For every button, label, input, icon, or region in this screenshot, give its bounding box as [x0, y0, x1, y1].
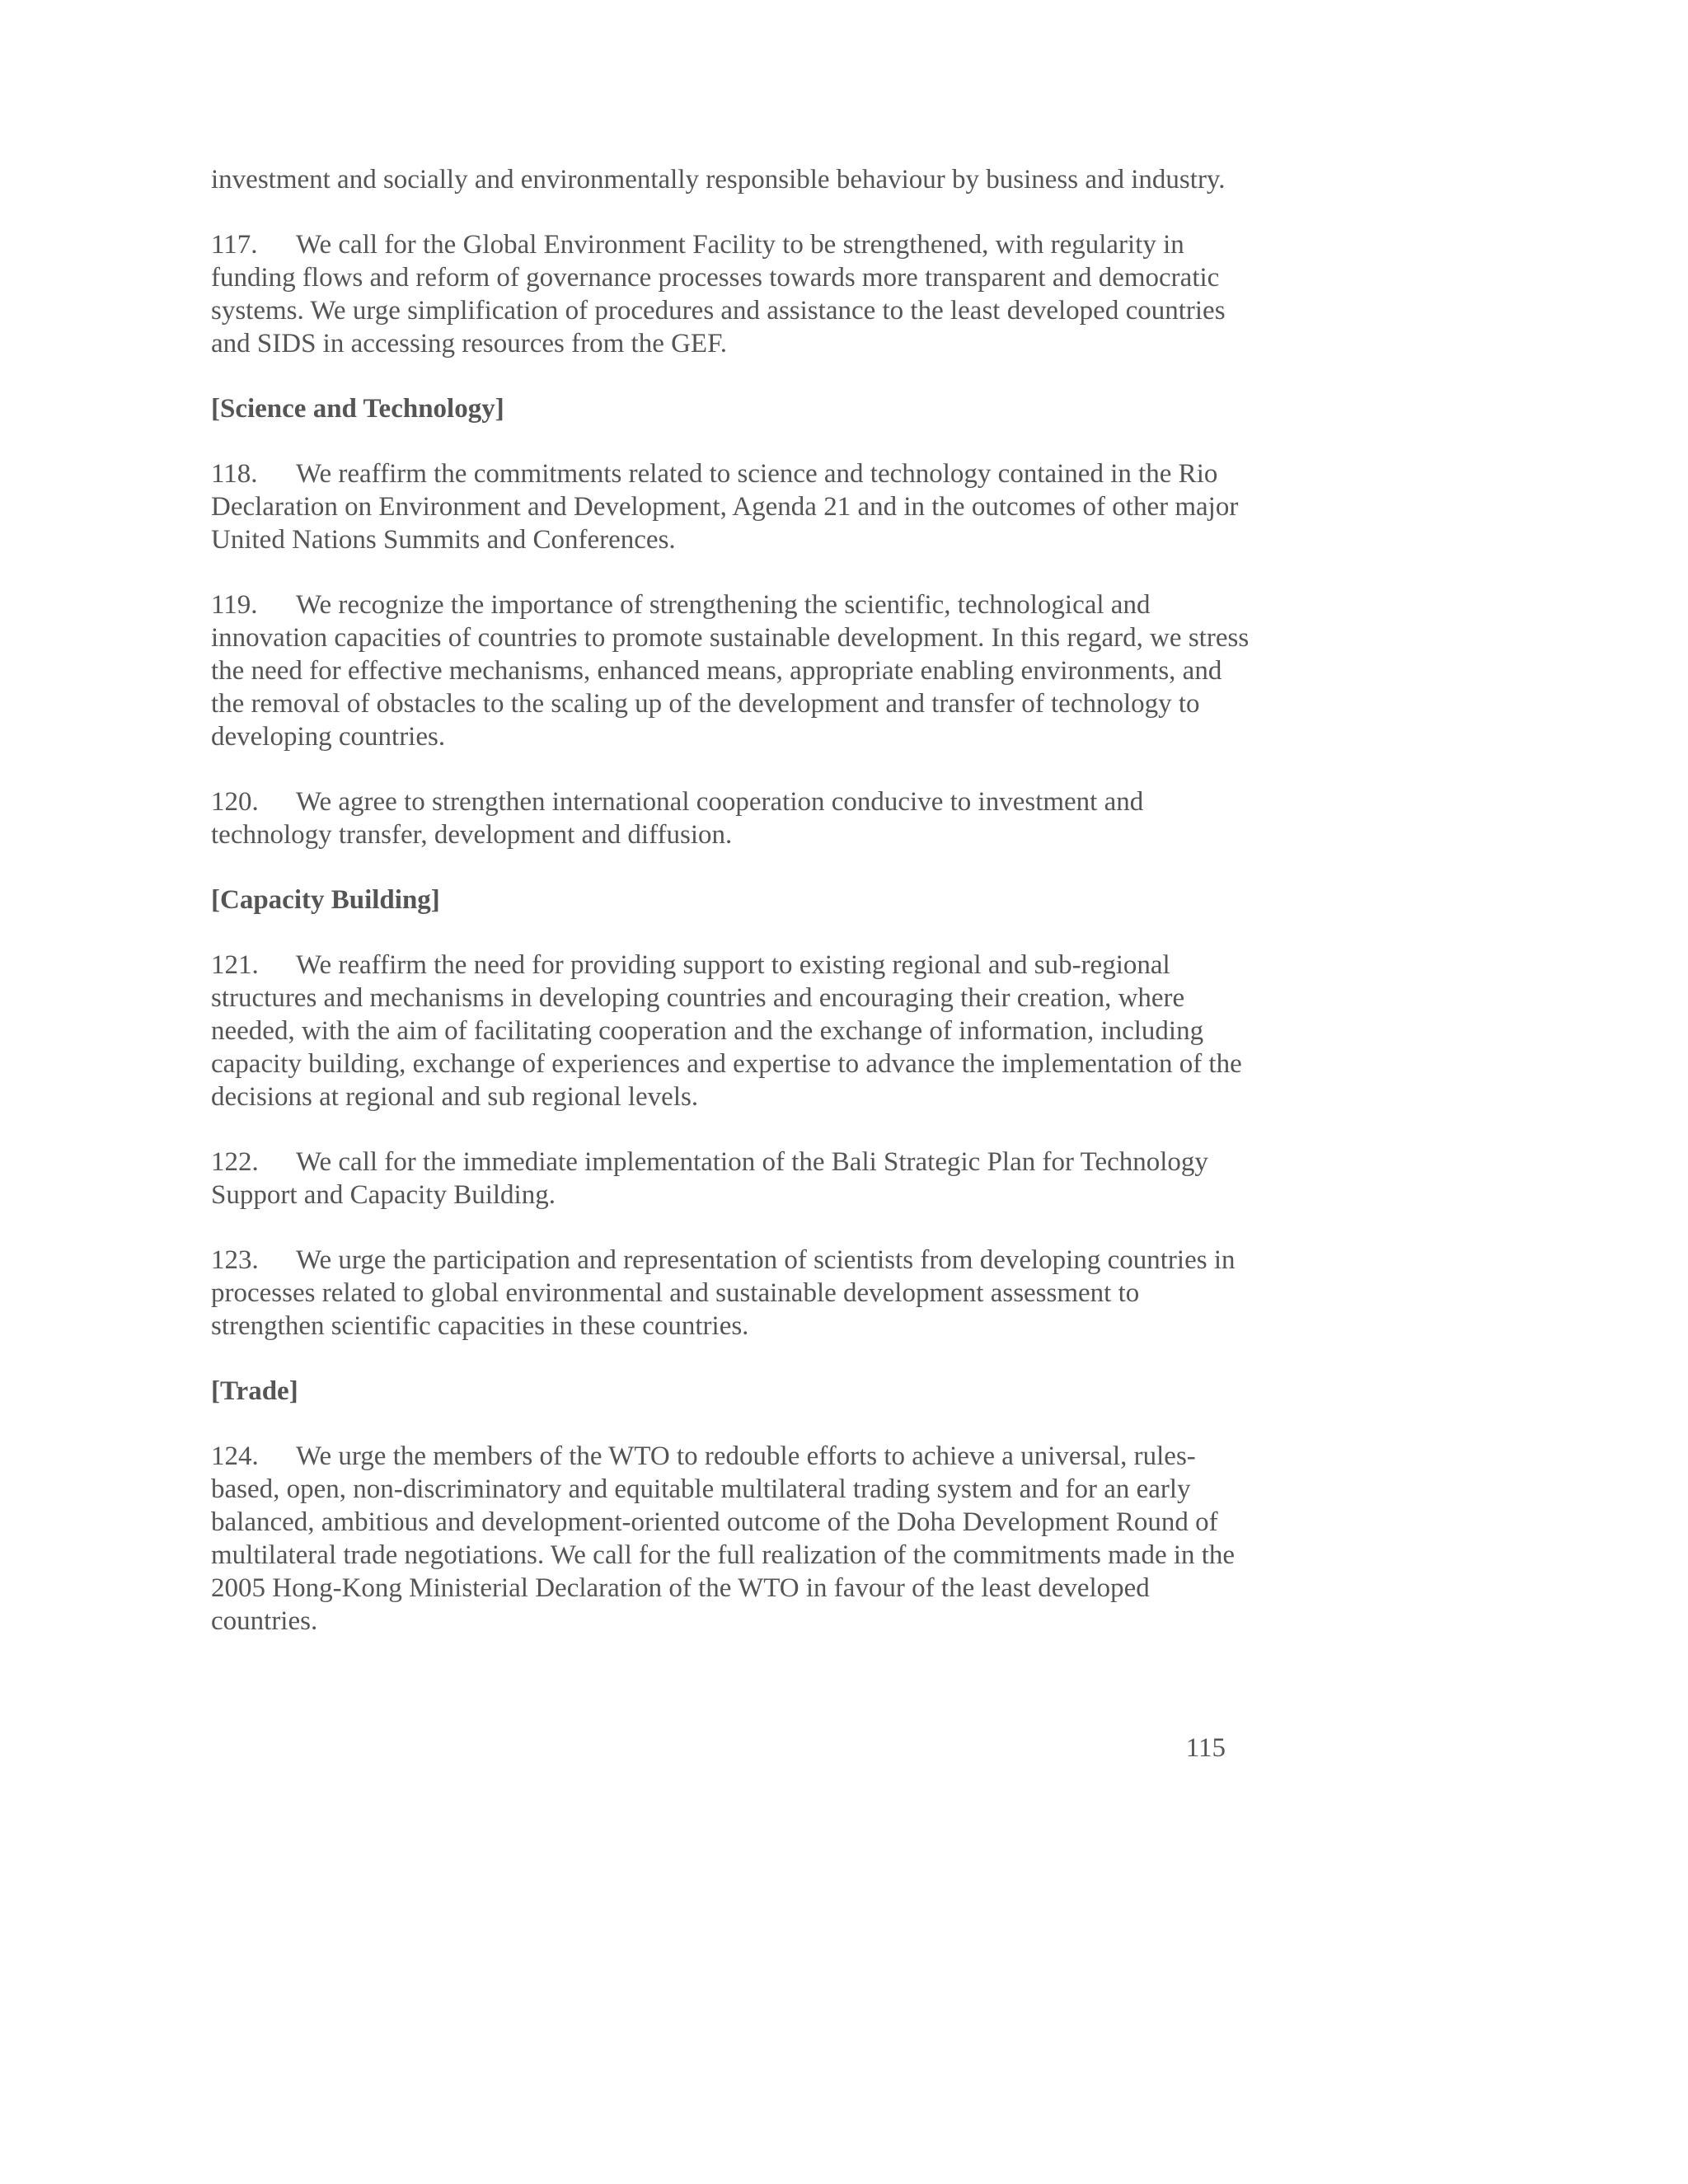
paragraph-122	[211, 1146, 1250, 1212]
paragraph-number: 122.	[211, 1147, 259, 1177]
paragraph-text: We reaffirm the commitments related to science and technology contained in the Rio Declaration on Environment and Development, Agenda 21 and in the outcomes of other major United Nations Summits and Conferences.	[211, 459, 1239, 555]
section-heading-science-technology: [Science and Technology]	[211, 394, 504, 424]
paragraph-number: 118.	[211, 459, 258, 489]
paragraph-120	[211, 785, 1250, 851]
paragraph-number: 124.	[211, 1441, 259, 1471]
continuation-paragraph: investment and socially and environmentally responsible behaviour by business and industry.	[211, 165, 1226, 194]
paragraph-117	[211, 228, 1250, 360]
paragraph-123	[211, 1244, 1250, 1343]
paragraph-number: 117.	[211, 230, 258, 260]
paragraph-number: 119.	[211, 590, 258, 620]
paragraph-text: We urge the members of the WTO to redouble efforts to achieve a universal, rules-based, open, non-discriminatory and equitable multilateral trading system and for an early balanced, ambitious and development-oriented outcome of the Doha Development Round of multilateral trade negotiations. We call for the full realization of the commitments made in the 2005 Hong-Kong Ministerial Declaration of the WTO in favour of the least developed countries.	[211, 1441, 1236, 1636]
paragraph-text: We recognize the importance of strengthening the scientific, technological and innovation capacities of countries to promote sustainable development. In this regard, we stress the need for effective mechanisms, enhanced means, appropriate enabling environments, and the removal of obstacles to the scaling up of the development and transfer of technology to developing countries.	[211, 590, 1250, 752]
paragraph-124	[211, 1440, 1250, 1638]
paragraph-text: We call for the Global Environment Facility to be strengthened, with regularity in funding flows and reform of governance processes towards more transparent and democratic systems. We urge simplification of procedures and assistance to the least developed countries and SIDS in accessing resources from the GEF.	[211, 230, 1226, 359]
paragraph-119	[211, 588, 1250, 753]
paragraph-text: We urge the participation and representation of scientists from developing countries in processes related to global environmental and sustainable development assessment to strengthen scientific capacities in these countries.	[211, 1245, 1236, 1341]
section-heading-capacity-building: [Capacity Building]	[211, 885, 440, 915]
paragraph-number: 120.	[211, 787, 259, 817]
paragraph-121	[211, 949, 1250, 1113]
section-heading-trade: [Trade]	[211, 1376, 298, 1406]
paragraph-text: We reaffirm the need for providing support to existing regional and sub-regional structures and mechanisms in developing countries and encouraging their creation, where needed, with the aim of facilitating cooperation and the exchange of information, including capacity building, exchange of experiences and expertise to advance the implementation of the decisions at regional and sub regional levels.	[211, 950, 1242, 1112]
paragraph-text: We call for the immediate implementation of the Bali Strategic Plan for Technology Support and Capacity Building.	[211, 1147, 1208, 1210]
document-page	[211, 163, 1250, 1638]
paragraph-number: 123.	[211, 1245, 259, 1275]
paragraph-118	[211, 457, 1250, 556]
paragraph-text: We agree to strengthen international cooperation conducive to investment and technology transfer, development and diffusion.	[211, 787, 1144, 850]
page-number: 115	[1185, 1733, 1226, 1763]
paragraph-number: 121.	[211, 950, 259, 980]
